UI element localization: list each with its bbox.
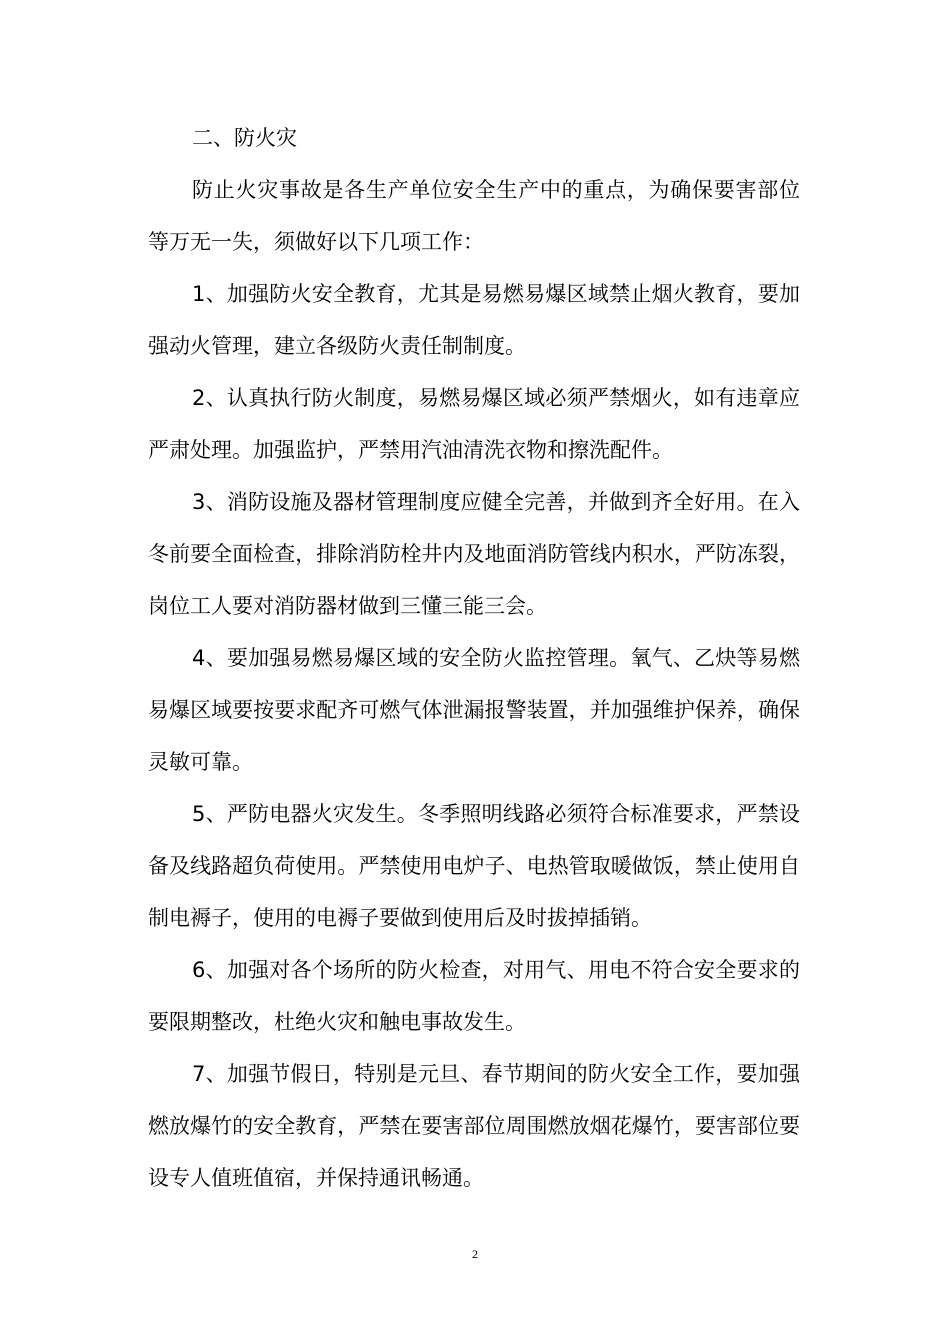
paragraph-item-6: 6、加强对各个场所的防火检查，对用气、用电不符合安全要求的要限期整改，杜绝火灾和触电事故发生。	[148, 958, 800, 1034]
paragraph-item-4: 4、要加强易燃易爆区域的安全防火监控管理。氧气、乙炔等易燃易爆区域要按要求配齐可燃气体泄漏报警装置，并加强维护保养，确保灵敏可靠。	[148, 646, 800, 774]
document-body	[148, 112, 800, 1204]
paragraph-intro: 防止火灾事故是各生产单位安全生产中的重点，为确保要害部位等万无一失，须做好以下几项工作：	[148, 178, 800, 254]
paragraph-item-2: 2、认真执行防火制度，易燃易爆区域必须严禁烟火，如有违章应严肃处理。加强监护，严禁用汽油清洗衣物和擦洗配件。	[148, 386, 800, 462]
paragraph-item-5: 5、严防电器火灾发生。冬季照明线路必须符合标准要求，严禁设备及线路超负荷使用。严禁使用电炉子、电热管取暖做饭，禁止使用自制电褥子，使用的电褥子要做到使用后及时拔掉插销。	[148, 802, 800, 930]
paragraph-item-3: 3、消防设施及器材管理制度应健全完善，并做到齐全好用。在入冬前要全面检查，排除消防栓井内及地面消防管线内积水，严防冻裂，岗位工人要对消防器材做到三懂三能三会。	[148, 490, 800, 618]
section-heading: 二、防火灾	[192, 126, 297, 150]
paragraph-item-7: 7、加强节假日，特别是元旦、春节期间的防火安全工作，要加强燃放爆竹的安全教育，严禁在要害部位周围燃放烟花爆竹，要害部位要设专人值班值宿，并保持通讯畅通。	[148, 1062, 800, 1190]
paragraph-item-1: 1、加强防火安全教育，尤其是易燃易爆区域禁止烟火教育，要加强动火管理，建立各级防火责任制制度。	[148, 282, 800, 358]
page-number: 2	[472, 1247, 478, 1261]
